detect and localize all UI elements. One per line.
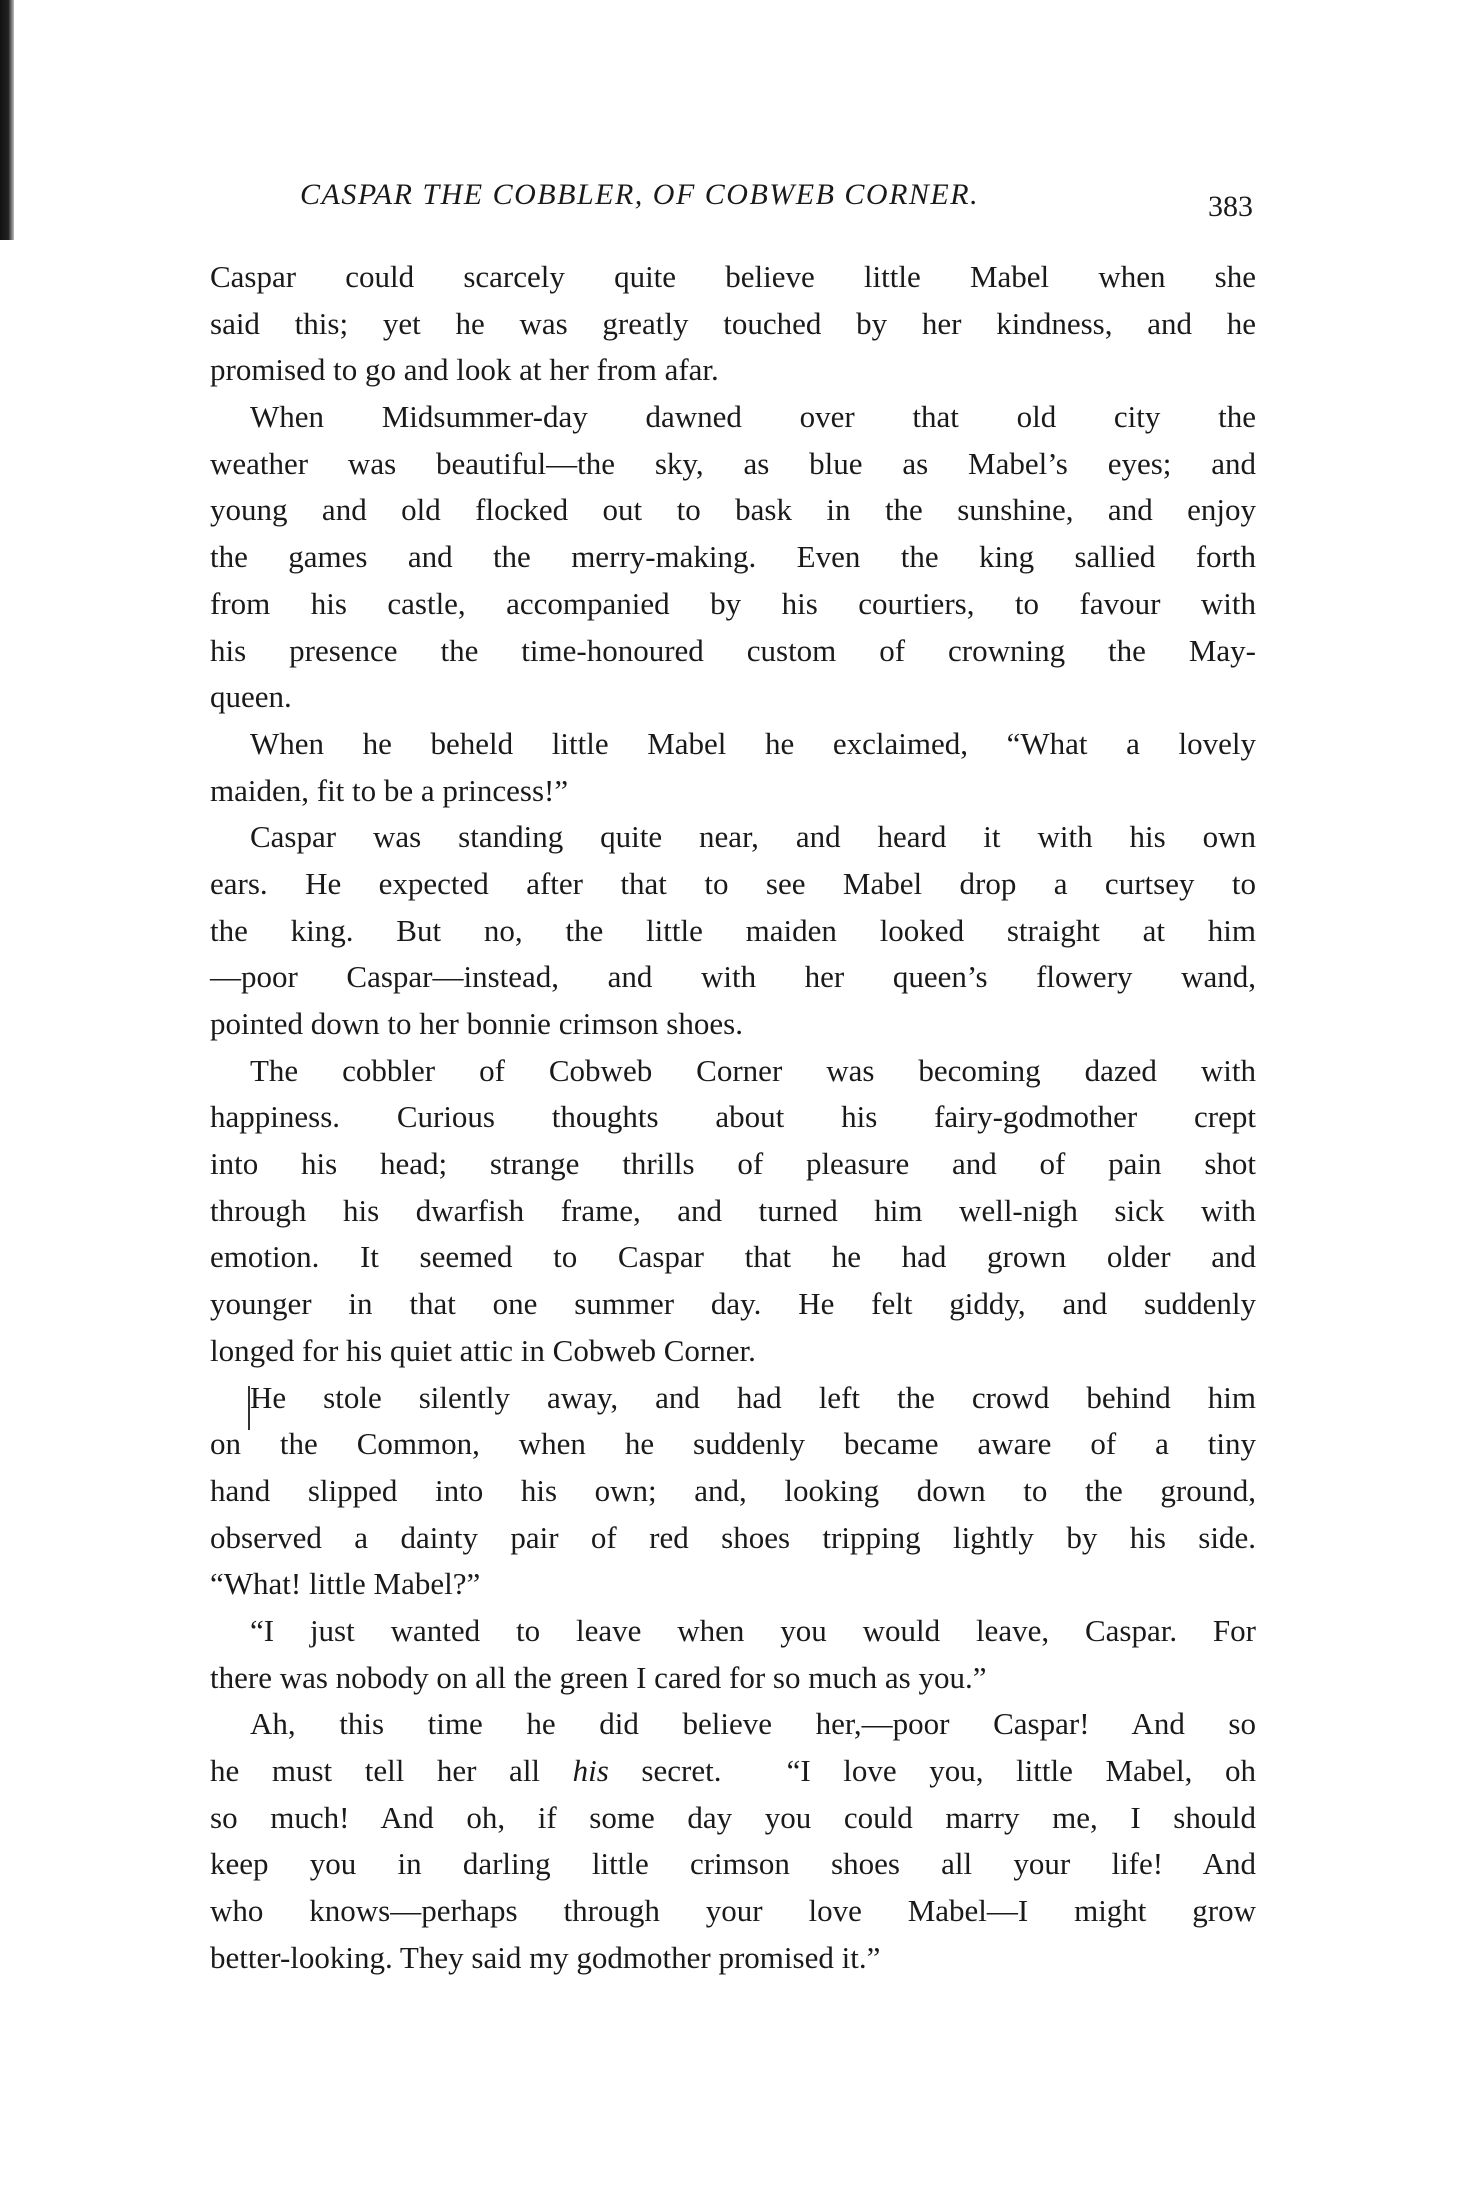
text-line: When he beheld little Mabel he exclaimed, “What a lovely bbox=[250, 725, 1256, 761]
running-header: CASPAR THE COBBLER, OF COBWEB CORNER. bbox=[300, 178, 980, 211]
text-line: longed for his quiet attic in Cobweb Corner. bbox=[210, 1332, 756, 1368]
text-line: weather was beautiful—the sky, as blue as Mabel’s eyes; and bbox=[210, 445, 1256, 481]
text-line: on the Common, when he suddenly became aware of a tiny bbox=[210, 1426, 1256, 1462]
text-line: When Midsummer-day dawned over that old city the bbox=[250, 399, 1256, 435]
text-line: better-looking. They said my godmother promised it.” bbox=[210, 1939, 881, 1975]
text-line: from his castle, accompanied by his courtiers, to favour with bbox=[210, 585, 1256, 621]
text-line: emotion. It seemed to Caspar that he had grown older and bbox=[210, 1239, 1256, 1275]
text-line: who knows—perhaps through your love Mabel—I might grow bbox=[210, 1893, 1256, 1929]
text-line: The cobbler of Cobweb Corner was becoming dazed with bbox=[250, 1052, 1256, 1088]
text-line: there was nobody on all the green I cared for so much as you.” bbox=[210, 1659, 987, 1695]
text-line: the king. But no, the little maiden looked straight at him bbox=[210, 912, 1256, 948]
italic-word: his bbox=[572, 1753, 609, 1788]
text-line: ears. He expected after that to see Mabel drop a curtsey to bbox=[210, 865, 1256, 901]
text-line: his presence the time-honoured custom of crowning the May- bbox=[210, 632, 1256, 668]
text-line: younger in that one summer day. He felt giddy, and suddenly bbox=[210, 1286, 1256, 1322]
page-number: 383 bbox=[1208, 190, 1253, 223]
text-line: “I just wanted to leave when you would leave, Caspar. For bbox=[250, 1612, 1256, 1648]
book-binding-shadow bbox=[0, 0, 14, 240]
text-line: —poor Caspar—instead, and with her queen’s flowery wand, bbox=[210, 959, 1256, 995]
text-line: Caspar was standing quite near, and heard it with his own bbox=[250, 819, 1256, 855]
text-line: into his head; strange thrills of pleasure and of pain shot bbox=[210, 1146, 1256, 1182]
body-text bbox=[210, 254, 1256, 1981]
text-line: queen. bbox=[210, 679, 292, 715]
text-segment: he must tell her all bbox=[210, 1753, 573, 1788]
text-line: observed a dainty pair of red shoes tripping lightly by his side. bbox=[210, 1519, 1256, 1555]
text-line: He stole silently away, and had left the crowd behind him bbox=[250, 1379, 1256, 1415]
text-line: young and old flocked out to bask in the sunshine, and enjoy bbox=[210, 492, 1256, 528]
text-line: happiness. Curious thoughts about his fairy-godmother crept bbox=[210, 1099, 1256, 1135]
text-line: keep you in darling little crimson shoes all your life! And bbox=[210, 1846, 1256, 1882]
text-line: through his dwarfish frame, and turned him well-nigh sick with bbox=[210, 1192, 1256, 1228]
text-line: “What! little Mabel?” bbox=[210, 1566, 481, 1602]
text-line: hand slipped into his own; and, looking down to the ground, bbox=[210, 1472, 1256, 1508]
text-line: so much! And oh, if some day you could marry me, I should bbox=[210, 1799, 1256, 1835]
text-line: maiden, fit to be a princess!” bbox=[210, 772, 569, 808]
text-line: Caspar could scarcely quite believe little Mabel when she bbox=[210, 259, 1256, 294]
text-line: said this; yet he was greatly touched by her kindness, and he bbox=[210, 305, 1256, 341]
text-line bbox=[210, 1748, 1256, 1795]
text-segment: secret. “I love you, little Mabel, oh bbox=[608, 1753, 1256, 1788]
text-line: the games and the merry-making. Even the king sallied forth bbox=[210, 539, 1256, 575]
text-line: promised to go and look at her from afar. bbox=[210, 352, 719, 388]
text-line: Ah, this time he did believe her,—poor Caspar! And so bbox=[250, 1706, 1256, 1742]
text-line: pointed down to her bonnie crimson shoes. bbox=[210, 1006, 743, 1041]
